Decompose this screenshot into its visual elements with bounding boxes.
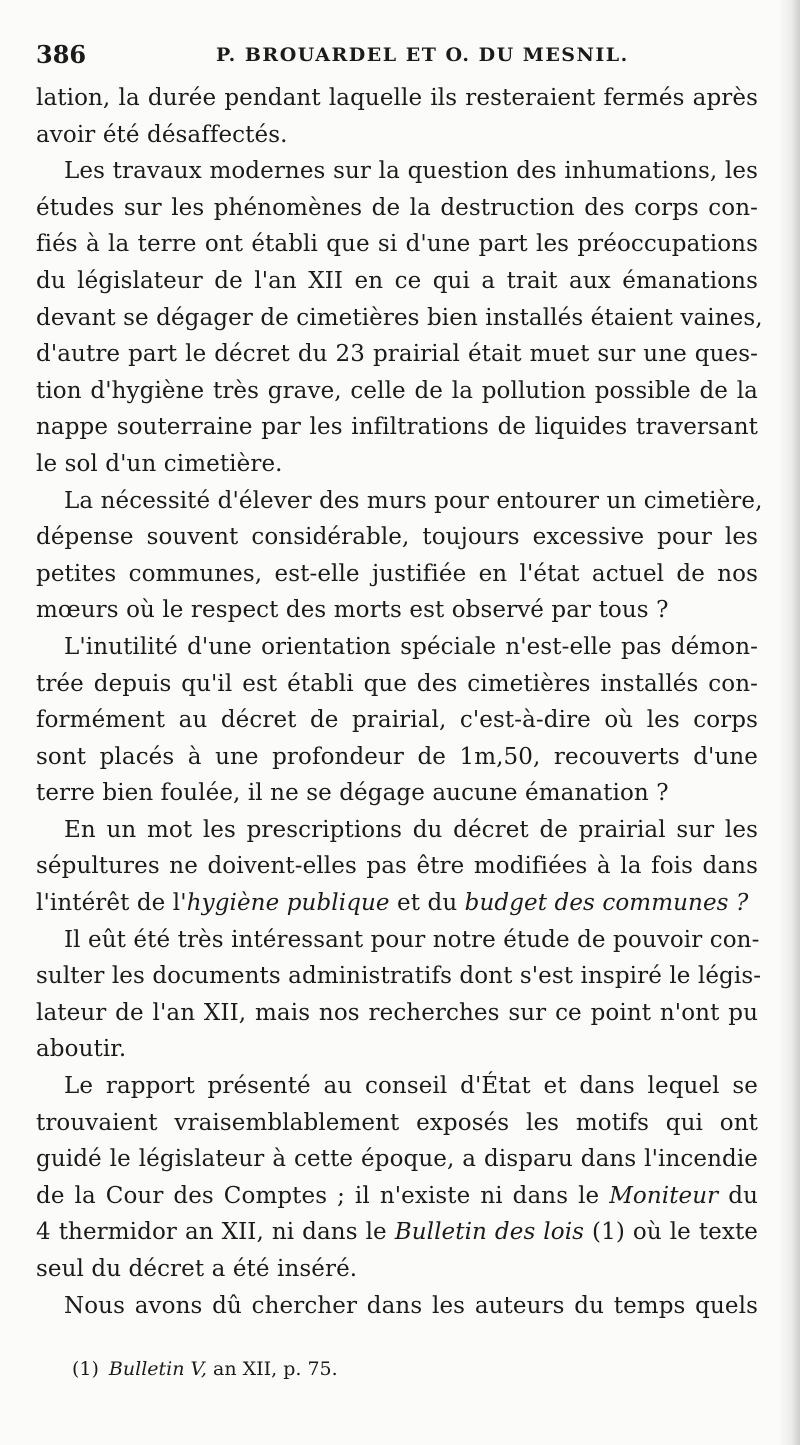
page-edge-shadow	[778, 0, 800, 1445]
text-line: nappe souterraine par les infiltrations de liquides traversant	[36, 414, 758, 441]
footnote-segment: an XII, p. 75.	[206, 1358, 338, 1380]
italic-segment: budget des communes ?	[464, 890, 749, 917]
footnote-marker: (1)	[72, 1358, 99, 1380]
text-line: dépense souvent considérable, toujours excessive pour les	[36, 524, 758, 551]
text-line: études sur les phénomènes de la destruction des corps con-	[36, 194, 758, 221]
text-line: trée depuis qu'il est établi que des cimetières installés con-	[36, 670, 758, 697]
text-line: tion d'hygiène très grave, celle de la pollution possible de la	[36, 377, 758, 404]
text-line: mœurs où le respect des morts est observé par tous ?	[36, 597, 669, 624]
italic-segment: Bulletin des lois	[394, 1219, 585, 1246]
text-line: formément au décret de prairial, c'est-à-dire où les corps	[36, 707, 758, 734]
footnote	[72, 1356, 338, 1382]
text-line: La nécessité d'élever des murs pour entourer un cimetière,	[64, 487, 763, 514]
body-text	[36, 80, 763, 1324]
text-line: sont placés à une profondeur de 1m,50, recouverts d'une	[36, 743, 758, 770]
text-line: trouvaient vraisemblablement exposés les motifs qui ont	[36, 1109, 758, 1136]
text-line: En un mot les prescriptions du décret de prairial sur les	[64, 816, 758, 843]
text-line: guidé le législateur à cette époque, a disparu dans l'incendie	[36, 1146, 758, 1173]
text-line: le sol d'un cimetière.	[36, 450, 283, 477]
text-segment: de la Cour des Comptes ; il n'existe ni dans le	[36, 1182, 610, 1209]
text-line	[36, 885, 758, 922]
text-line: Il eût été très intéressant pour notre étude de pouvoir con-	[64, 926, 760, 953]
text-line: lation, la durée pendant laquelle ils resteraient fermés après	[36, 85, 758, 111]
text-line	[36, 1178, 758, 1215]
text-segment: (1) où le texte	[584, 1219, 758, 1246]
italic-segment: Moniteur	[609, 1182, 719, 1209]
text-line: sulter les documents administratifs dont s'est inspiré le légis-	[36, 963, 762, 990]
text-line: Les travaux modernes sur la question des inhumations, les	[64, 158, 758, 185]
footnote-text	[109, 1358, 338, 1380]
text-segment: du	[718, 1182, 758, 1209]
text-line: avoir été désaffectés.	[36, 121, 288, 148]
text-line: Le rapport présenté au conseil d'État et dans lequel se	[64, 1073, 758, 1100]
page-header	[36, 40, 760, 76]
text-line: d'autre part le décret du 23 prairial était muet sur une ques-	[36, 341, 758, 368]
text-line: seul du décret a été inséré.	[36, 1256, 358, 1282]
text-line: lateur de l'an XII, mais nos recherches sur ce point n'ont pu	[36, 999, 758, 1026]
text-line: Nous avons dû chercher dans les auteurs du temps quels	[64, 1292, 758, 1319]
text-line: aboutir.	[36, 1036, 127, 1063]
text-line: L'inutilité d'une orientation spéciale n'est-elle pas démon-	[64, 633, 758, 660]
footnote-italic: Bulletin V,	[108, 1358, 207, 1380]
text-line: du législateur de l'an XII en ce qui a trait aux émanations	[36, 267, 758, 294]
running-head: P. BROUARDEL ET O. DU MESNIL.	[216, 44, 629, 66]
text-line: sépultures ne doivent-elles pas être modifiées à la fois dans	[36, 853, 758, 880]
page-number: 386	[36, 40, 87, 69]
text-line: petites communes, est-elle justifiée en l'état actuel de nos	[36, 560, 758, 587]
text-line: fiés à la terre ont établi que si d'une part les préoccupations	[36, 231, 758, 258]
text-line: terre bien foulée, il ne se dégage aucune émanation ?	[36, 780, 669, 807]
italic-segment: hygiène publique	[186, 890, 390, 917]
text-segment: l'intérêt de l'	[36, 890, 187, 917]
text-line	[36, 1214, 758, 1251]
text-line: devant se dégager de cimetières bien installés étaient vaines,	[36, 304, 763, 331]
text-segment: 4 thermidor an XII, ni dans le	[36, 1219, 395, 1246]
text-segment: et du	[389, 890, 465, 917]
